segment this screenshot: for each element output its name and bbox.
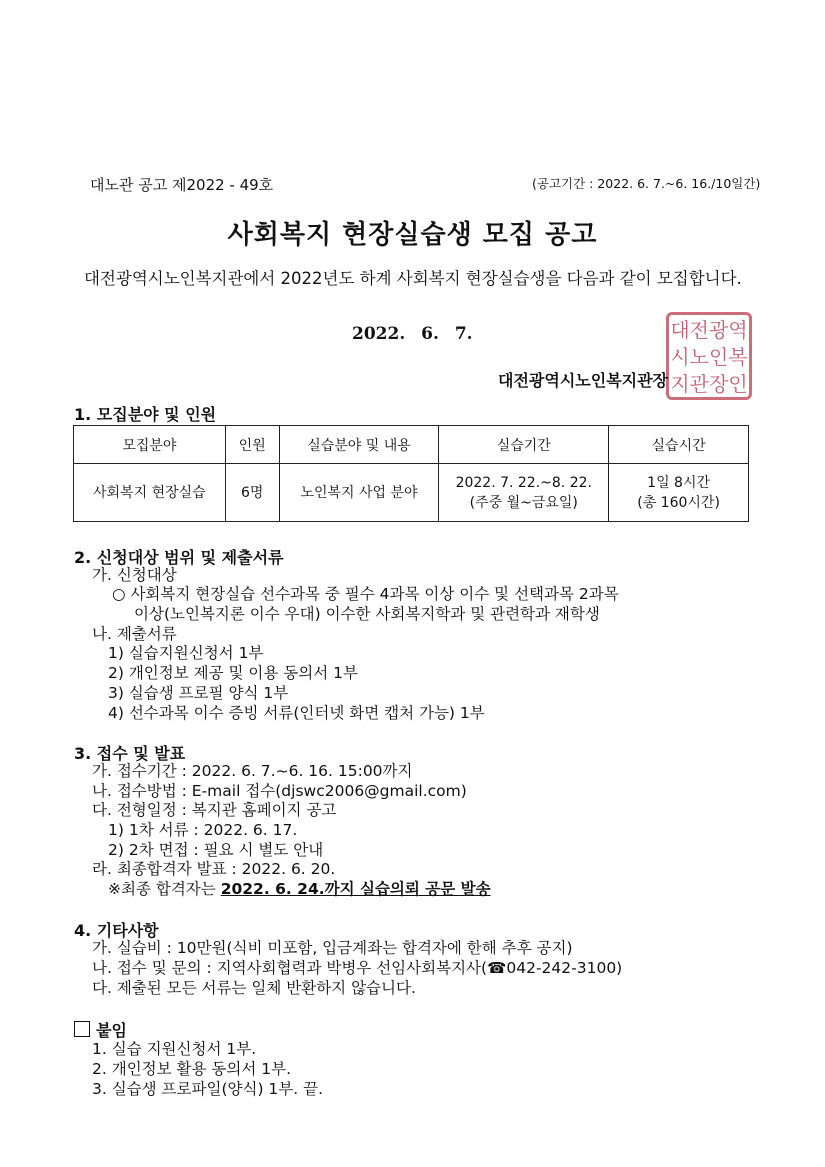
list-item: 3) 실습생 프로필 양식 1부 xyxy=(108,684,289,702)
final-note-prefix: ※최종 합격자는 xyxy=(108,880,221,898)
section-2-item-a-line-1: ○ 사회복지 현장실습 선수과목 중 필수 4과목 이상 이수 및 선택과목 2과목 xyxy=(112,585,619,603)
section-2-item-b: 나. 제출서류 xyxy=(92,625,177,643)
schedule-step-1: 1) 1차 서류 : 2022. 6. 17. xyxy=(108,821,298,839)
intro-text: 대전광역시노인복지관에서 2022년도 하계 사회복지 현장실습생을 다음과 같이 모집합니다. xyxy=(84,269,742,288)
receipt-period: 가. 접수기간 : 2022. 6. 7.~6. 16. 15:00까지 xyxy=(92,762,413,780)
cell-time-total: (총 160시간) xyxy=(637,494,720,511)
section-2-item-a-line-2: 이상(노인복지론 이수 우대) 이수한 사회복지학과 및 관련학과 재학생 xyxy=(134,605,600,623)
receipt-method: 나. 접수방법 : E-mail 접수(djswc2006@gmail.com) xyxy=(92,782,467,800)
notice-number: 대노관 공고 제2022 - 49호 xyxy=(90,176,274,194)
final-announcement: 라. 최종합격자 발표 : 2022. 6. 20. xyxy=(92,860,336,878)
notice-period: (공고기간 : 2022. 6. 7.~6. 16./10일간) xyxy=(532,176,761,191)
selection-schedule: 다. 전형일정 : 복지관 홈페이지 공고 xyxy=(92,801,337,819)
list-item: 3. 실습생 프로파일(양식) 1부. 끝. xyxy=(92,1080,324,1098)
final-note-emphasis: 2022. 6. 24.까지 실습의뢰 공문 발송 xyxy=(220,880,491,898)
cell-time-daily: 1일 8시간 xyxy=(647,474,710,491)
schedule-step-2: 2) 2차 면접 : 필요 시 별도 안내 xyxy=(108,841,324,859)
list-item: 1. 실습 지원신청서 1부. xyxy=(92,1040,257,1058)
practicum-fee: 가. 실습비 : 10만원(식비 미포함, 입금계좌는 합격자에 한해 추후 공지) xyxy=(92,939,573,957)
table-header-row xyxy=(74,426,749,464)
contact-info: 나. 접수 및 문의 : 지역사회협력과 박병우 선임사회복지사(☎042-242-3100) xyxy=(92,959,623,977)
cell-period xyxy=(439,464,609,522)
table-header-cell: 실습분야 및 내용 xyxy=(279,426,439,464)
table-header-cell: 실습시간 xyxy=(609,426,749,464)
seal-line-2: 시노인복 xyxy=(670,345,748,369)
cell-count: 6명 xyxy=(225,464,279,522)
section-2-title: 2. 신청대상 범위 및 제출서류 xyxy=(74,548,284,567)
seal-line-1: 대전광역 xyxy=(670,318,748,342)
section-2-item-a: 가. 신청대상 xyxy=(92,566,177,584)
cell-field: 사회복지 현장실습 xyxy=(74,464,226,522)
page-title: 사회복지 현장실습생 모집 공고 xyxy=(227,220,598,250)
list-item: 2. 개인정보 활용 동의서 1부. xyxy=(92,1060,292,1078)
table-header-cell: 인원 xyxy=(225,426,279,464)
organization-name: 대전광역시노인복지관장 xyxy=(498,371,669,390)
official-seal-stamp xyxy=(666,312,752,400)
table-header-cell: 실습기간 xyxy=(439,426,609,464)
attachments-label: 붙임 xyxy=(96,1021,127,1040)
table-header-cell: 모집분야 xyxy=(74,426,226,464)
seal-line-3: 지관장인 xyxy=(670,372,748,396)
final-note xyxy=(108,879,491,899)
cell-content: 노인복지 사업 분야 xyxy=(279,464,439,522)
section-3-title: 3. 접수 및 발표 xyxy=(74,744,186,763)
list-item: 4) 선수과목 이수 증빙 서류(인터넷 화면 캡처 가능) 1부 xyxy=(108,704,485,722)
return-policy: 다. 제출된 모든 서류는 일체 반환하지 않습니다. xyxy=(92,979,416,997)
cell-time xyxy=(609,464,749,522)
table-row xyxy=(74,464,749,522)
section-1-title: 1. 모집분야 및 인원 xyxy=(74,405,217,424)
cell-period-dates: 2022. 7. 22.~8. 22. xyxy=(455,474,592,491)
notice-date: 2022. 6. 7. xyxy=(352,324,473,344)
list-item: 1) 실습지원신청서 1부 xyxy=(108,644,264,662)
list-item: 2) 개인정보 제공 및 이용 동의서 1부 xyxy=(108,664,358,682)
recruitment-table xyxy=(73,425,749,522)
cell-period-days: (주중 월~금요일) xyxy=(469,494,578,511)
attachments-title xyxy=(74,1018,127,1041)
section-4-title: 4. 기타사항 xyxy=(74,921,159,940)
checkbox-square-icon xyxy=(74,1021,90,1037)
